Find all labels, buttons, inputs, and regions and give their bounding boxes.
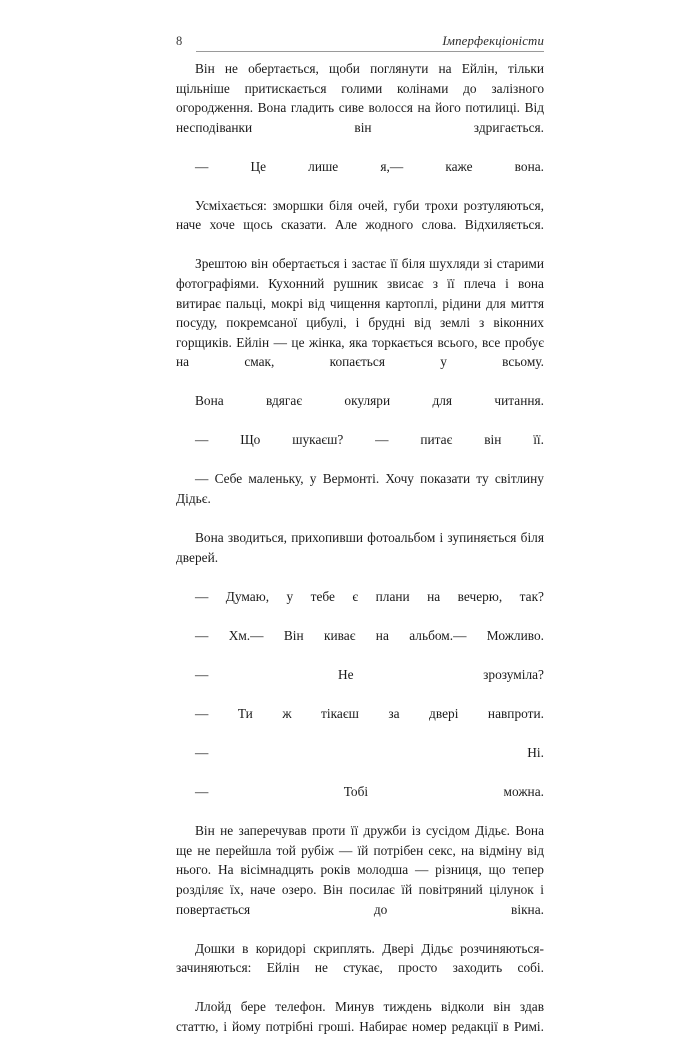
dialogue-line: — Що шукаєш? — питає він її. [195,432,544,448]
dialogue-line: — Не зрозуміла? [195,666,544,682]
paragraph: Він не заперечував проти її дружби із сусідом Дідьє. Вона ще не перейшла той рубіж — їй потрібен секс, на відміну від нього. На вісімнадцять років молодша — різниця, що тепер розділяє їх, наче озеро. Він посилає їй повітряний цілунок і повертається до вікна. [176,823,544,917]
dialogue-line: — Ні. [195,745,544,761]
dialogue-line: — Себе маленьку, у Вермонті. Хочу показати ту світлину Дідьє. [176,471,544,507]
dialogue-line: — Тобі можна. [195,784,544,800]
dialogue-line: — Думаю, у тебе є плани на вечерю, так? [195,588,544,604]
paragraph: Ллойд бере телефон. Минув тиждень відколи він здав статтю, і йому потрібні гроші. Набирає номер редакції в Римі. [176,999,544,1034]
body-text [176,59,544,1056]
dialogue-line: — Хм.— Він киває на альбом.— Можливо. [195,627,544,643]
paragraph: Він не обертається, щоби поглянути на Ейлін, тільки щільніше притискається голими колінами до залізного огородження. Вона гладить сиве волосся на його потилиці. Від несподіванки він здригається. [176,61,544,135]
book-title: Імперфекціоністи [442,34,544,48]
header-divider [196,51,544,52]
paragraph: Вона зводиться, прихопивши фотоальбом і зупиняється біля дверей. [176,530,544,565]
dialogue-line: — Це лише я,— каже вона. [195,158,544,174]
running-head [176,33,544,55]
paragraph: Вона вдягає окуляри для читання. [195,393,544,409]
paragraph: Усміхається: зморшки біля очей, губи трохи розтуляються, наче хоче щось сказати. Але жодного слова. Відхиляється. [176,197,544,233]
page-number: 8 [176,34,183,48]
paragraph: Дошки в коридорі скриплять. Двері Дідьє розчиняються-зачиняються: Ейлін не стукає, просто заходить собі. [176,940,544,976]
dialogue-line: — Ти ж тікаєш за двері навпроти. [195,706,544,722]
paragraph: Зрештою він обертається і застає її біля шухляди зі старими фотографіями. Кухонний рушник звисає з її плеча і вона витирає пальці, мокрі від чищення картоплі, рідини для миття посуду, покремсаної цибулі, і брудні від землі з віконних горщиків. Ейлін — це жінка, яка торкається всього, все пробує на смак, копається у всьому. [176,256,544,370]
